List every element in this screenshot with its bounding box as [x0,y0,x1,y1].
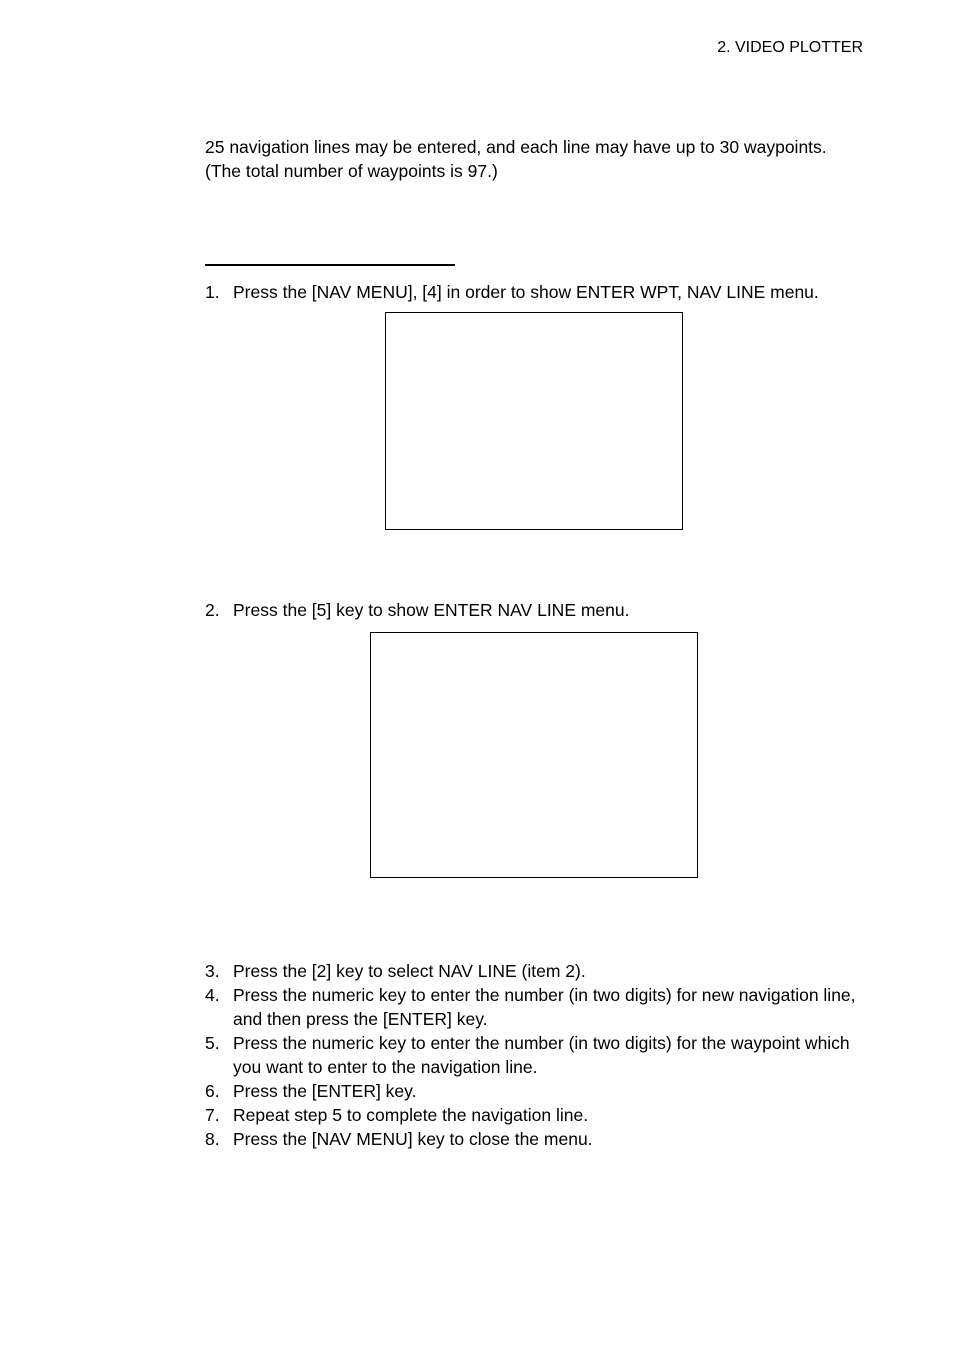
step-number: 6. [205,1081,220,1101]
step-text: Press the [NAV MENU] key to close the menu. [233,1129,593,1149]
step-item [205,1103,865,1127]
step-text: Press the numeric key to enter the number (in two digits) for new navigation line, and then press the [ENTER] key. [233,985,856,1029]
step-item [205,1031,865,1079]
step-number: 2. [205,600,220,620]
step-item [205,280,865,304]
step-number: 1. [205,282,220,302]
step-number: 8. [205,1129,220,1149]
section-divider [205,264,455,266]
step-text: Press the [5] key to show ENTER NAV LINE menu. [233,600,630,620]
step-item [205,959,865,983]
step-text: Press the [2] key to select NAV LINE (item 2). [233,961,586,981]
step-item [205,1079,865,1103]
intro-paragraph [205,135,865,183]
enter-nav-line-menu-figure [370,632,698,878]
step-item [205,1127,865,1151]
enter-wpt-nav-line-menu-figure [385,312,683,530]
step-number: 4. [205,985,220,1005]
intro-line: (The total number of waypoints is 97.) [205,161,498,181]
step-item [205,983,865,1031]
step-number: 3. [205,961,220,981]
step-text: Repeat step 5 to complete the navigation line. [233,1105,589,1125]
step-text: Press the [NAV MENU], [4] in order to show ENTER WPT, NAV LINE menu. [233,282,819,302]
step-text: Press the numeric key to enter the number (in two digits) for the waypoint which you want to enter to the navigation line. [233,1033,850,1077]
page-header-section: 2. VIDEO PLOTTER [717,39,863,56]
step-list [205,280,865,304]
step-number: 5. [205,1033,220,1053]
step-item [205,598,865,622]
intro-line: 25 navigation lines may be entered, and each line may have up to 30 waypoints. [205,137,827,157]
step-number: 7. [205,1105,220,1125]
step-list [205,598,865,622]
step-list [205,959,865,1151]
step-text: Press the [ENTER] key. [233,1081,417,1101]
